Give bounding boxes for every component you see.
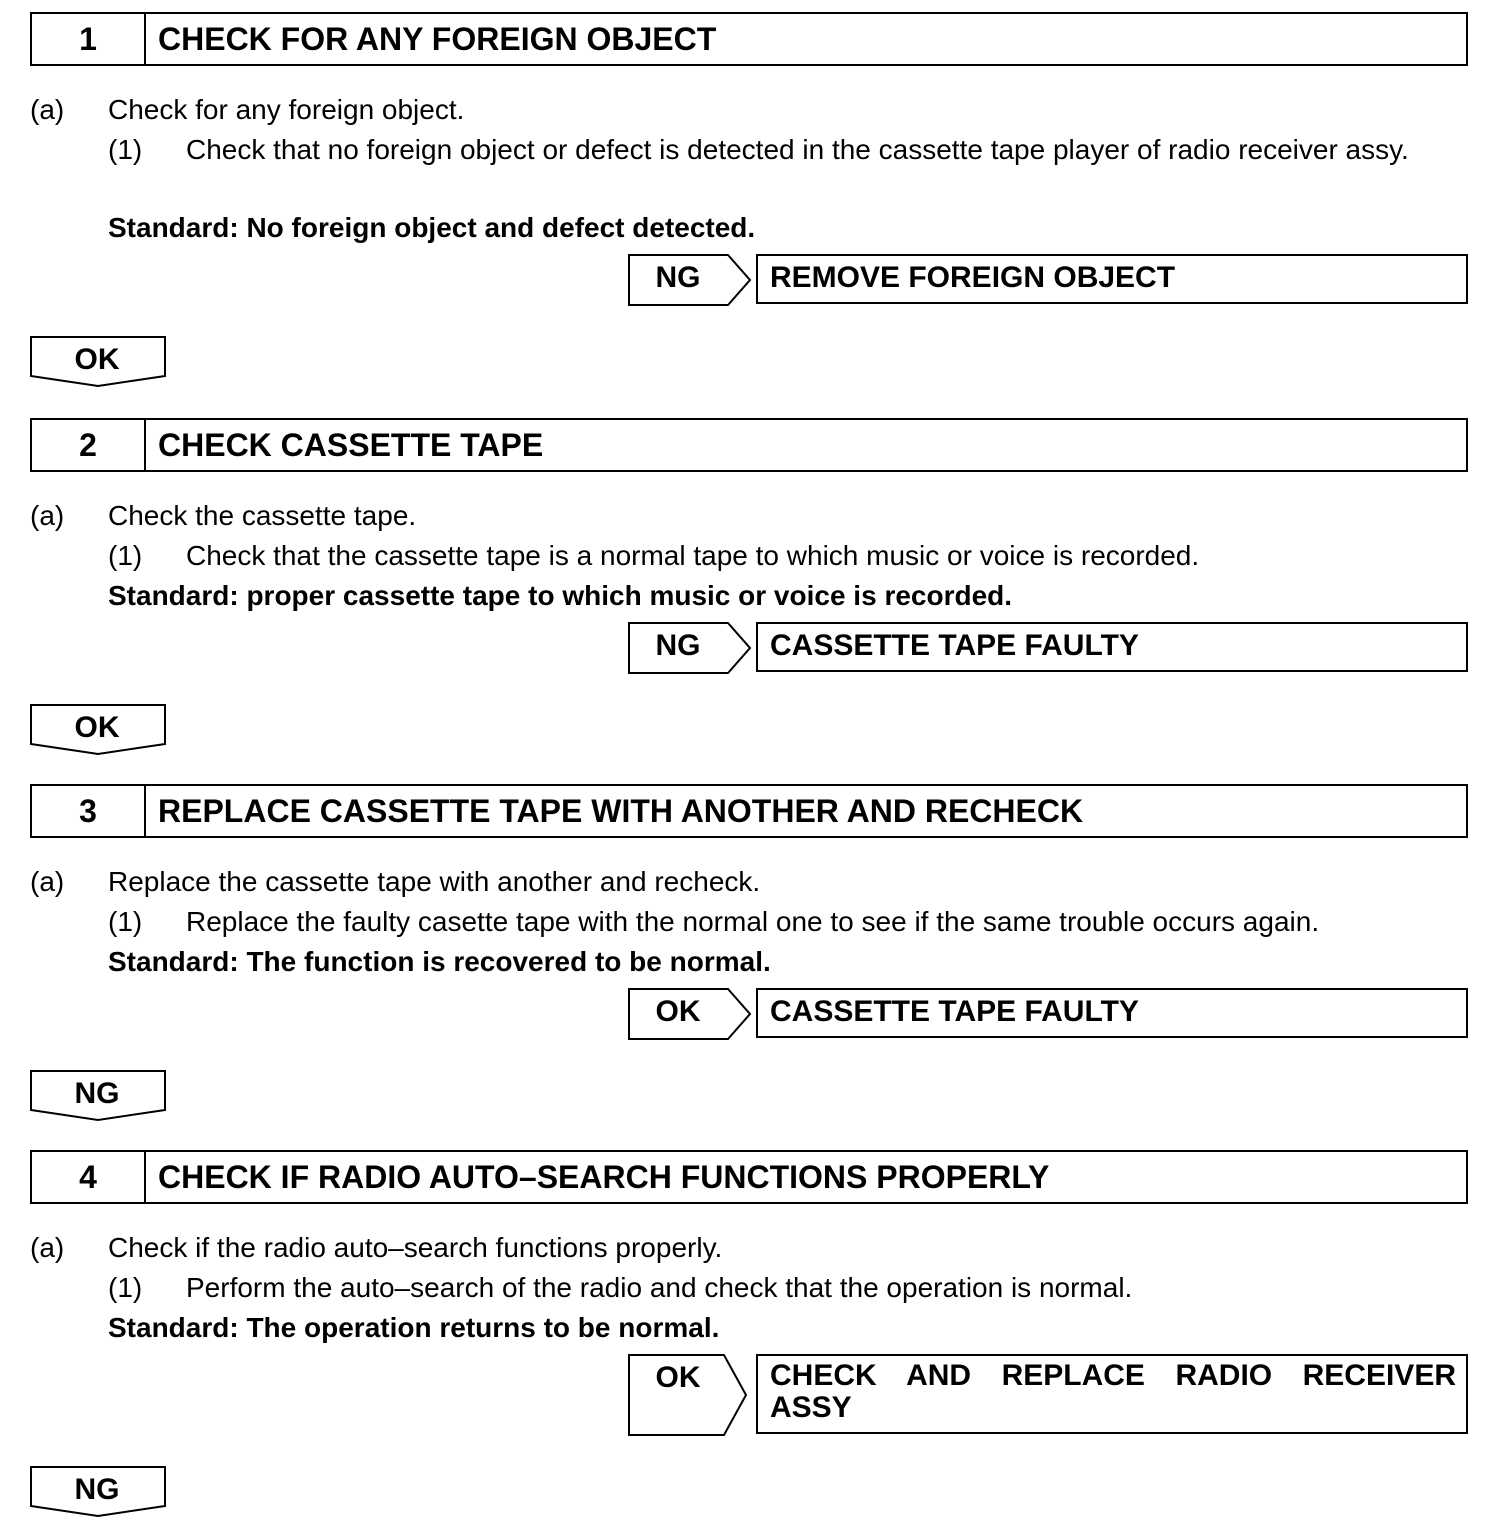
check-item [30,862,760,902]
ok-continue-arrow [30,336,168,393]
step-title: REPLACE CASSETTE TAPE WITH ANOTHER AND RECHECK [158,793,1084,829]
branch-label: NG [655,629,701,662]
branch-label: OK [655,1361,701,1394]
ng-branch-arrow [628,254,752,311]
standard-text: Standard: The operation returns to be normal. [108,1312,720,1343]
step-header [30,1150,1468,1204]
sub-item [108,130,1468,170]
sub-text: Perform the auto–search of the radio and check that the operation is normal. [186,1272,1133,1303]
check-item [30,496,416,536]
standard-text: Standard: The function is recovered to be normal. [108,946,771,977]
step-title: CHECK FOR ANY FOREIGN OBJECT [158,21,717,57]
check-item [30,1228,722,1268]
step-title: CHECK IF RADIO AUTO–SEARCH FUNCTIONS PROPERLY [158,1159,1050,1195]
item-tag: (a) [30,94,65,125]
item-tag: (a) [30,1232,65,1263]
sub-text: Replace the faulty casette tape with the normal one to see if the same trouble occurs again. [186,906,1320,937]
step-header [30,784,1468,838]
sub-tag: (1) [108,134,143,165]
step-header [30,12,1468,66]
sub-tag: (1) [108,1272,143,1303]
sub-item [108,1268,1468,1308]
branch-result: CASSETTE TAPE FAULTY [756,988,1468,1038]
ok-branch-arrow [628,988,752,1045]
step-title: CHECK CASSETTE TAPE [158,427,544,463]
continue-label: OK [74,711,120,744]
sub-tag: (1) [108,540,143,571]
step-number: 4 [32,1152,146,1202]
step-number: 1 [32,14,146,64]
step-4 [30,1150,1470,1532]
ok-branch-arrow [628,1354,752,1441]
item-text: Check the cassette tape. [108,500,417,531]
ok-continue-arrow [30,704,168,761]
sub-item [108,902,1468,942]
item-text: Check if the radio auto–search functions properly. [108,1232,723,1263]
item-text: Replace the cassette tape with another and recheck. [108,866,761,897]
branch-result: CHECK AND REPLACE RADIO RECEIVER ASSY [756,1354,1468,1434]
sub-item [108,536,1468,576]
step-1 [30,12,1470,452]
step-number: 3 [32,786,146,836]
standard-text: Standard: No foreign object and defect detected. [108,212,756,243]
item-tag: (a) [30,500,65,531]
step-number: 2 [32,420,146,470]
item-text: Check for any foreign object. [108,94,465,125]
check-item [30,90,464,130]
item-tag: (a) [30,866,65,897]
sub-text: Check that the cassette tape is a normal tape to which music or voice is recorded. [186,540,1200,571]
continue-label: NG [74,1077,120,1110]
step-header [30,418,1468,472]
standard-text: Standard: proper cassette tape to which music or voice is recorded. [108,580,1013,611]
sub-text: Check that no foreign object or defect is detected in the cassette tape player of radio receiver assy. [186,134,1409,165]
ng-branch-arrow [628,622,752,679]
branch-result: CASSETTE TAPE FAULTY [756,622,1468,672]
continue-label: NG [74,1473,120,1506]
branch-label: NG [655,261,701,294]
continue-label: OK [74,343,120,376]
ng-continue-arrow [30,1466,168,1523]
ng-continue-arrow [30,1070,168,1127]
branch-result: REMOVE FOREIGN OBJECT [756,254,1468,304]
branch-label: OK [655,995,701,1028]
sub-tag: (1) [108,906,143,937]
